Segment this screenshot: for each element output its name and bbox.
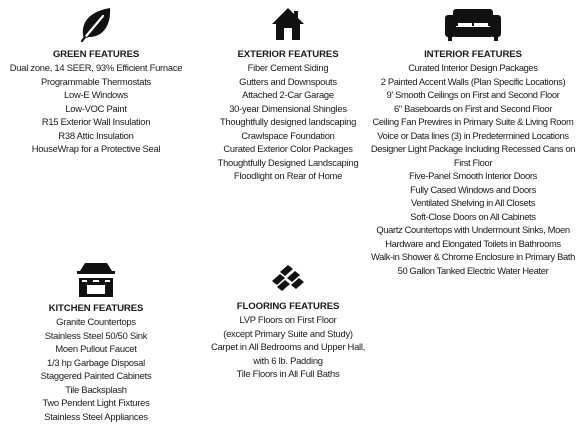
leaf-icon (79, 6, 113, 42)
green-features-section (0, 6, 192, 156)
flooring-features-title: FLOORING FEATURES (236, 301, 340, 312)
list-item: LVP Floors on First Floor (239, 314, 337, 325)
list-item: Walk-in Shower & Chrome Enclosure in Primary Bath (371, 251, 575, 262)
list-item: Attached 2-Car Garage (242, 89, 334, 100)
list-item: Five-Panel Smooth Interior Doors (409, 170, 537, 181)
list-item: Quartz Countertops with Undermount Sinks, Moen Hardware and Elongated Toilets in Bathrooms (376, 224, 570, 249)
kitchen-range-icon (76, 262, 116, 298)
interior-features-list (368, 61, 576, 277)
kitchen-features-list (0, 315, 192, 423)
kitchen-features-title: KITCHEN FEATURES (48, 303, 144, 314)
exterior-features-section (200, 6, 376, 183)
list-item: R15 Exterior Wall Insulation (41, 116, 151, 127)
house-icon (270, 6, 306, 42)
list-item: Fully Cased Windows and Doors (410, 183, 536, 195)
flooring-features-section (192, 264, 384, 381)
list-item: Tile Backsplash (65, 383, 127, 395)
list-item: 9' Smooth Ceilings on First and Second Floor (386, 89, 560, 100)
list-item: 1/3 hp Garbage Disposal (47, 356, 145, 368)
list-item: Soft-Close Doors on All Cabinets (410, 210, 536, 222)
list-item: Floodlight on Rear of Home (233, 170, 343, 181)
list-item: HouseWrap for a Protective Seal (31, 143, 161, 154)
list-item: Stainless Steel Appliances (44, 410, 148, 422)
list-item: 50 Gallon Tanked Electric Water Heater (397, 264, 549, 276)
list-item: (except Primary Suite and Study) (223, 327, 353, 339)
list-item: Staggered Painted Cabinets (40, 370, 152, 381)
sofa-icon (444, 6, 502, 42)
list-item: 2 Painted Accent Walls (Plan Specific Locations) (380, 75, 566, 87)
list-item: 30-year Dimensional Shingles (229, 102, 347, 114)
green-features-list (0, 61, 192, 156)
parquet-floor-icon (271, 264, 305, 294)
list-item: Moen Pullout Faucet (55, 343, 137, 354)
list-item: Programmable Thermostats (40, 75, 151, 87)
list-item: Ceiling Fan Prewires in Primary Suite & Living Room (372, 116, 574, 127)
interior-features-section (368, 6, 576, 277)
list-item: Tile Floors in All Full Baths (236, 368, 340, 379)
list-item: R38 Attic Insulation (58, 129, 134, 141)
interior-features-title: INTERIOR FEATURES (424, 49, 522, 60)
list-item: Fiber Cement Siding (247, 62, 329, 73)
green-features-title: GREEN FEATURES (52, 49, 140, 60)
list-item: Thoughtfully Designed Landscaping (217, 156, 359, 168)
list-item: Granite Countertops (56, 316, 136, 327)
list-item: Low-VOC Paint (65, 102, 127, 114)
exterior-features-list (200, 61, 376, 183)
list-item: Curated Exterior Color Packages (223, 143, 353, 154)
list-item: Gutters and Downspouts (239, 75, 337, 87)
list-item: Ventilated Shelving in All Closets (410, 197, 536, 208)
list-item: Carpet in All Bedrooms and Upper Hall, (210, 341, 366, 352)
list-item: 6" Baseboards on First and Second Floor (393, 102, 552, 114)
list-item: Curated Interior Design Packages (408, 62, 538, 73)
list-item: Thoughtfully designed landscaping (219, 116, 357, 127)
list-item: with 6 lb. Padding (253, 354, 323, 366)
list-item: Low-E Windows (64, 89, 128, 100)
list-item: Voice or Data lines (3) in Predetermined Locations (377, 129, 569, 141)
list-item: Stainless Steel 50/50 Sink (44, 329, 148, 341)
list-item: Designer Light Package Including Recessed Cans on First Floor (370, 143, 576, 168)
exterior-features-title: EXTERIOR FEATURES (237, 49, 339, 60)
list-item: Crawlspace Foundation (241, 129, 335, 141)
kitchen-features-section (0, 262, 192, 423)
list-item: Two Pendent Light Fixtures (42, 397, 150, 408)
list-item: Dual zone, 14 SEER, 93% Efficient Furnace (9, 62, 183, 73)
flooring-features-list (192, 313, 384, 381)
